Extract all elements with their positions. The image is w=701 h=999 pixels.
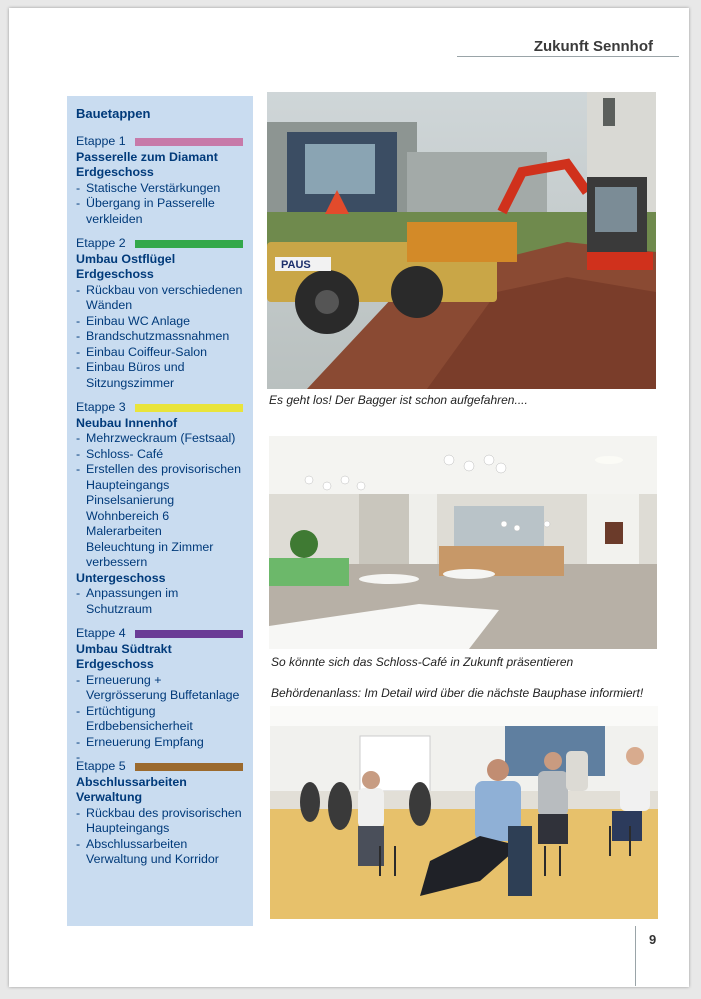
stage-label: Etappe 2: [76, 236, 126, 250]
stages-sidebar: [67, 96, 253, 926]
stage-item: - Übergang in Passerelle verkleiden: [76, 196, 245, 227]
stage-label-row: [76, 626, 245, 642]
stage-item: - Einbau WC Anlage: [76, 314, 245, 330]
stage-item: - Statische Verstärkungen: [76, 181, 245, 197]
stage-section-title: Neubau Innenhof: [76, 415, 178, 430]
stage-1: [76, 134, 245, 227]
stage-label-row: [76, 236, 245, 252]
header-rule: [457, 56, 679, 57]
footer-rule: [635, 926, 636, 986]
stage-item: - Anpassungen im Schutzraum: [76, 586, 245, 617]
stage-label-row: [76, 759, 245, 775]
stage-label-row: [76, 134, 245, 150]
stage-5: [76, 759, 245, 868]
construction-caption: Es geht los! Der Bagger ist schon aufgefahren....: [269, 393, 528, 407]
stage-item-list: [76, 806, 245, 868]
stage-label: Etappe 4: [76, 626, 126, 640]
page-header-title: Zukunft Sennhof: [533, 38, 653, 55]
stage-item: - Erstellen des provisorischen Haupteingangs: [76, 462, 245, 493]
stage-color-bar: [135, 240, 243, 248]
stage-list: [76, 134, 245, 868]
stage-extra-item: Beleuchtung in Zimmer verbessern: [86, 539, 214, 569]
stage-item: - Rückbau von verschiedenen Wänden: [76, 283, 245, 314]
stage-2: [76, 236, 245, 391]
stage-item: - Rückbau des provisorischen Haupteingangs: [76, 806, 245, 837]
stage-item-list: [76, 283, 245, 392]
stage-item: - Brandschutzmassnahmen: [76, 329, 245, 345]
meeting-photo: [270, 706, 658, 919]
stage-label: Etappe 3: [76, 400, 126, 414]
sidebar-heading: Bauetappen: [76, 106, 151, 121]
stage-item: - Einbau Büros und Sitzungszimmer: [76, 360, 245, 391]
page-number: 9: [649, 932, 657, 947]
stage-label: Etappe 5: [76, 759, 126, 773]
stage-color-bar: [135, 138, 243, 146]
stage-section-title: Abschlussarbeiten Verwaltung: [76, 774, 187, 804]
stage-section-title: Umbau Ostflügel Erdgeschoss: [76, 251, 176, 281]
stage-color-bar: [135, 630, 243, 638]
cafe-caption: So könnte sich das Schloss-Café in Zukunft präsentieren: [271, 655, 574, 669]
stage-3: [76, 400, 245, 617]
stage-item: - Abschlussarbeiten Verwaltung und Korridor: [76, 837, 245, 868]
stage-item: - Erneuerung + Vergrösserung Buffetanlage: [76, 673, 245, 704]
stage-item-list: [76, 431, 245, 571]
stage-item-list: [76, 586, 245, 617]
stage-extra-item: Malerarbeiten: [86, 524, 162, 538]
stage-section-title: Umbau Südtrakt Erdgeschoss: [76, 641, 172, 671]
construction-photo: [267, 92, 656, 389]
stage-extra-item: Pinselsanierung Wohnbereich 6: [86, 493, 175, 523]
stage-item: - Erneuerung Empfang: [76, 735, 245, 751]
stage-color-bar: [135, 404, 243, 412]
stage-item: - Ertüchtigung Erdbebensicherheit: [76, 704, 245, 735]
stage-item: - Einbau Coiffeur-Salon: [76, 345, 245, 361]
cafe-rendering-photo: [269, 436, 657, 649]
stage-item-list: [76, 673, 245, 751]
stage-section-title: Untergeschoss: [76, 570, 166, 585]
stage-section-title: Passerelle zum Diamant Erdgeschoss: [76, 149, 218, 179]
document-page: [9, 8, 689, 987]
stage-item-list: [76, 181, 245, 228]
stage-item: - Schloss- Café: [76, 447, 245, 463]
stage-label-row: [76, 400, 245, 416]
meeting-caption: Behördenanlass: Im Detail wird über die nächste Bauphase informiert!: [271, 686, 644, 700]
stage-color-bar: [135, 763, 243, 771]
excavator-plate-text: PAUS: [281, 259, 311, 271]
stage-label: Etappe 1: [76, 134, 126, 148]
stage-4: [76, 626, 245, 750]
stage-item: - Mehrzweckraum (Festsaal): [76, 431, 245, 447]
